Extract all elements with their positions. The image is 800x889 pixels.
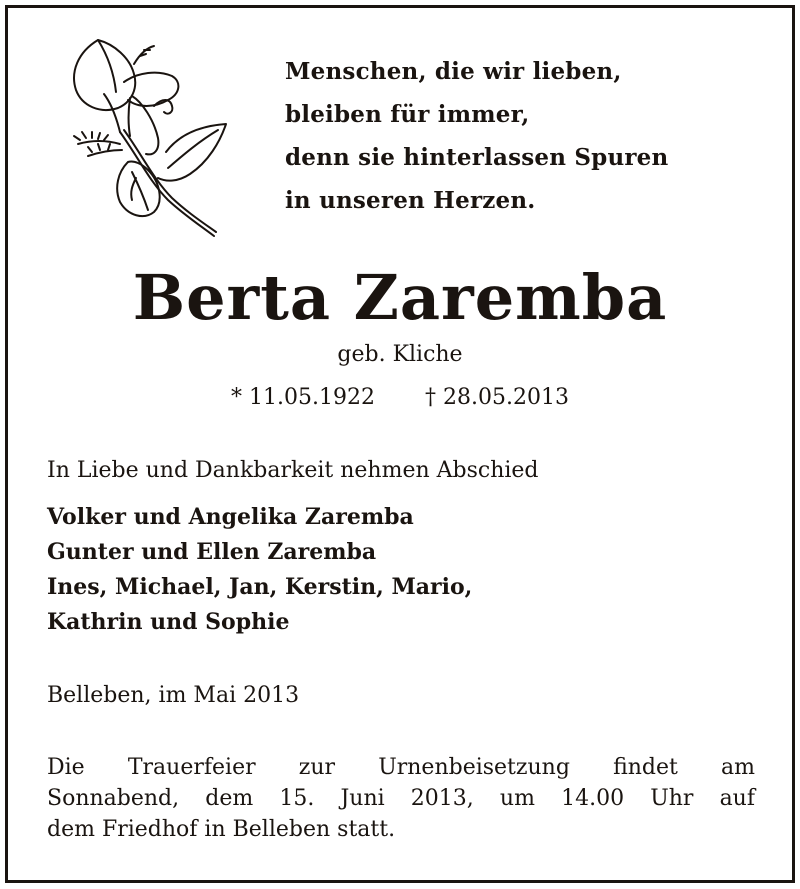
poem-line: denn sie hinterlassen Spuren — [285, 144, 669, 171]
deceased-name: Berta Zaremba — [132, 261, 668, 334]
poem-line: bleiben für immer, — [285, 101, 530, 128]
poem — [285, 50, 668, 222]
place-date: Belleben, im Mai 2013 — [47, 683, 300, 708]
mourner-line: Volker und Angelika Zaremba — [47, 504, 414, 530]
mourners-intro: In Liebe und Dankbarkeit nehmen Abschied — [47, 458, 539, 483]
notice-line: dem Friedhof in Belleben statt. — [47, 817, 396, 842]
mourner-line: Ines, Michael, Jan, Kerstin, Mario, — [47, 574, 473, 600]
poem-line: in unseren Herzen. — [285, 187, 536, 214]
death-date: † 28.05.2013 — [425, 385, 569, 410]
birth-name: geb. Kliche — [337, 342, 463, 367]
mourners-list — [47, 500, 472, 640]
notice-line: Die Trauerfeier zur Urnenbeisetzung findet am — [47, 755, 755, 780]
poem-line: Menschen, die wir lieben, — [285, 58, 622, 85]
birth-date: * 11.05.1922 — [231, 385, 375, 410]
mourner-line: Gunter und Ellen Zaremba — [47, 539, 377, 565]
notice-line: Sonnabend, dem 15. Juni 2013, um 14.00 Uhr auf — [47, 786, 755, 811]
mourner-line: Kathrin und Sophie — [47, 609, 290, 635]
funeral-notice — [47, 752, 755, 845]
life-dates — [0, 382, 800, 414]
calla-lily-icon — [58, 32, 230, 242]
